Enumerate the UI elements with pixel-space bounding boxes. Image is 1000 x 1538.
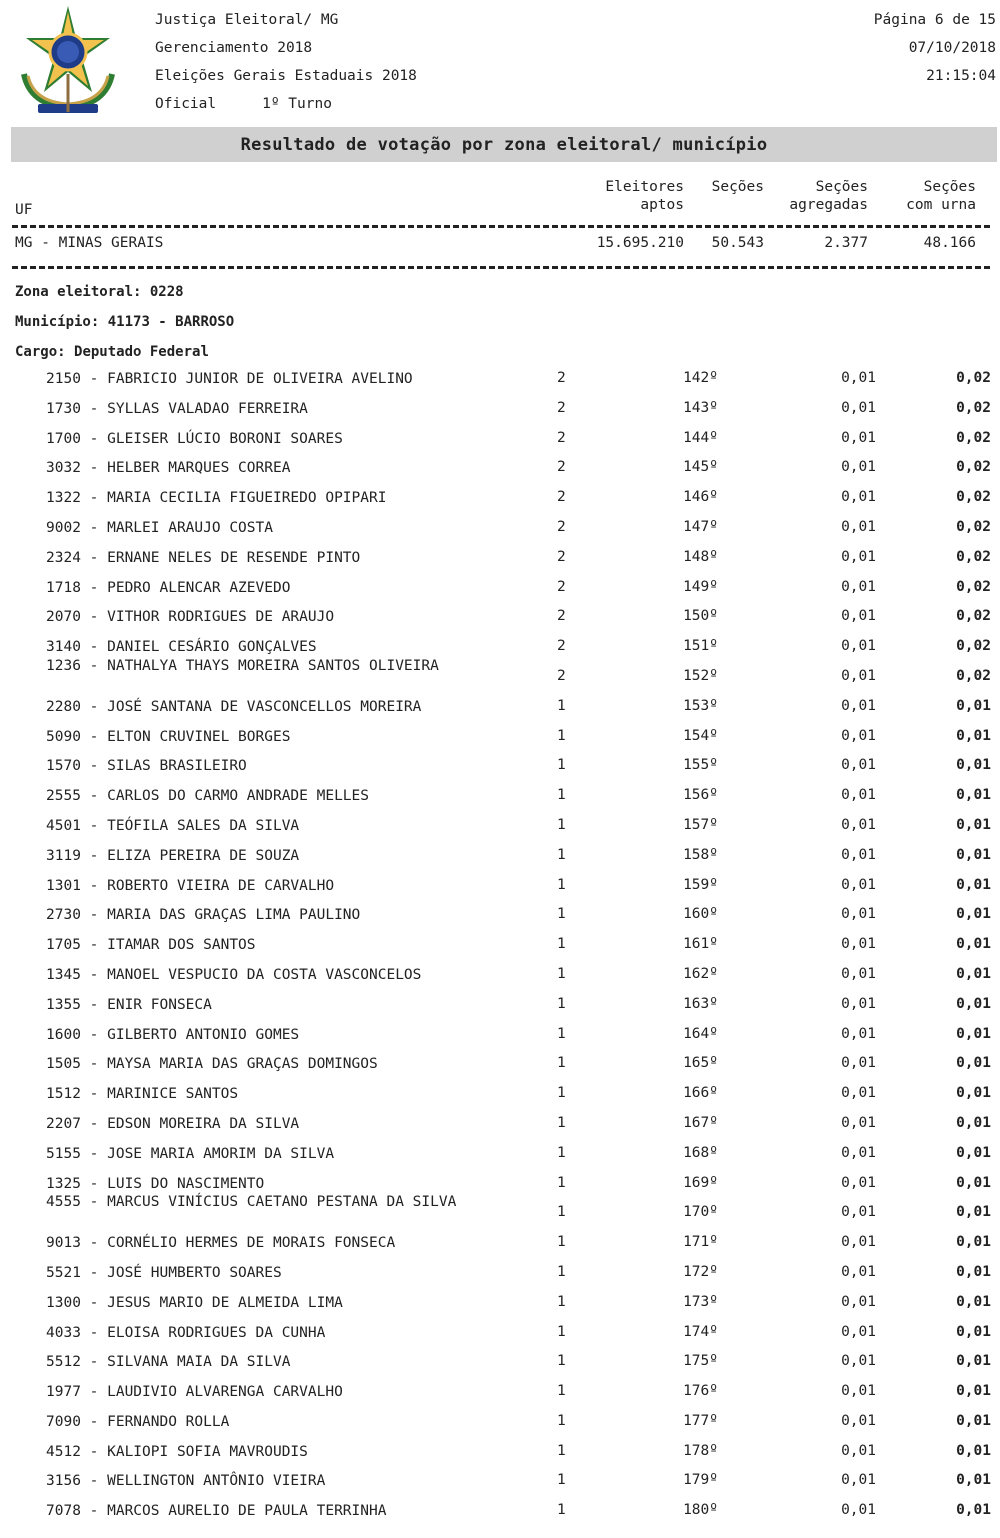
table-row [0, 932, 1000, 962]
agregadas-header-line1: Seções [815, 179, 868, 195]
table-row [0, 843, 1000, 873]
candidate-name: 1236 - NATHALYA THAYS MOREIRA SANTOS OLIVEIRA [46, 657, 439, 674]
percent-valid: 0,01 [841, 816, 876, 833]
ranking: 145º [683, 459, 718, 476]
table-row [0, 724, 1000, 754]
vote-count: 1 [557, 1502, 566, 1519]
vote-count: 2 [557, 638, 566, 655]
percent-total: 0,02 [956, 489, 991, 506]
candidate-name: 2070 - VITHOR RODRIGUES DE ARAUJO [46, 609, 335, 626]
candidate-name: 1322 - MARIA CECILIA FIGUEIREDO OPIPARI [46, 490, 387, 507]
ranking: 172º [683, 1263, 718, 1280]
candidate-name: 5521 - JOSÉ HUMBERTO SOARES [46, 1264, 282, 1281]
uf-header: UF [15, 202, 33, 218]
percent-valid: 0,01 [841, 518, 876, 535]
table-row [0, 1022, 1000, 1052]
ranking: 164º [683, 1025, 718, 1042]
ranking: 149º [683, 578, 718, 595]
candidate-name: 2150 - FABRICIO JUNIOR DE OLIVEIRA AVELINO [46, 371, 413, 387]
eleitores-header [605, 178, 684, 214]
vote-count: 2 [557, 399, 566, 416]
vote-count: 1 [557, 1263, 566, 1280]
table-row [0, 1290, 1000, 1320]
cargo-value: Deputado Federal [74, 344, 209, 360]
municipio-label: Município: [15, 314, 100, 330]
ranking: 155º [683, 757, 718, 774]
table-row [0, 962, 1000, 992]
table-row [0, 753, 1000, 783]
percent-total: 0,01 [956, 965, 991, 982]
ranking: 159º [683, 876, 718, 893]
report-title: Resultado de votação por zona eleitoral/ município [240, 134, 768, 155]
candidate-name: 5512 - SILVANA MAIA DA SILVA [46, 1354, 291, 1371]
percent-valid: 0,01 [841, 697, 876, 714]
election-name: Eleições Gerais Estaduais 2018 [155, 68, 417, 84]
ranking: 176º [683, 1383, 718, 1400]
status-label: Oficial [155, 96, 217, 112]
table-row [0, 1111, 1000, 1141]
ranking: 147º [683, 518, 718, 535]
urna-header-line2: com urna [906, 197, 976, 213]
municipio-value: 41173 - BARROSO [107, 314, 235, 330]
agregadas-value: 2.377 [824, 235, 868, 251]
percent-valid: 0,01 [841, 1085, 876, 1102]
percent-total: 0,02 [956, 370, 991, 386]
vote-count: 1 [557, 846, 566, 863]
percent-total: 0,02 [956, 518, 991, 535]
percent-total: 0,01 [956, 936, 991, 953]
table-row [0, 1498, 1000, 1528]
table-row [0, 366, 1000, 396]
vote-count: 1 [557, 787, 566, 804]
percent-total: 0,01 [956, 1353, 991, 1370]
percent-valid: 0,01 [841, 727, 876, 744]
candidate-name: 4033 - ELOISA RODRIGUES DA CUNHA [46, 1324, 326, 1341]
status-row [155, 90, 417, 118]
urna-header-line1: Seções [923, 179, 976, 195]
table-row [0, 545, 1000, 575]
percent-valid: 0,01 [841, 399, 876, 416]
percent-valid: 0,01 [841, 548, 876, 565]
candidate-name: 7078 - MARCOS AURELIO DE PAULA TERRINHA [46, 1503, 387, 1520]
candidate-name: 1325 - LUIS DO NASCIMENTO [46, 1175, 265, 1192]
ranking: 170º [683, 1204, 718, 1221]
vote-count: 1 [557, 1442, 566, 1459]
percent-total: 0,02 [956, 459, 991, 476]
coat-of-arms-icon [10, 4, 126, 120]
table-row [0, 1194, 1000, 1230]
page-number: Página 6 de 15 [873, 12, 996, 28]
percent-total: 0,02 [956, 548, 991, 565]
vote-count: 1 [557, 1085, 566, 1102]
table-row [0, 1379, 1000, 1409]
report-date: 07/10/2018 [908, 40, 996, 56]
vote-count: 1 [557, 1353, 566, 1370]
percent-total: 0,01 [956, 816, 991, 833]
ranking: 161º [683, 936, 718, 953]
percent-total: 0,01 [956, 846, 991, 863]
percent-valid: 0,01 [841, 1353, 876, 1370]
candidate-name: 2207 - EDSON MOREIRA DA SILVA [46, 1115, 300, 1132]
percent-valid: 0,01 [841, 787, 876, 804]
ranking: 179º [683, 1472, 718, 1489]
candidate-name: 1600 - GILBERTO ANTONIO GOMES [46, 1026, 300, 1043]
municipio-line [15, 314, 234, 330]
secoes-header [712, 178, 764, 196]
percent-total: 0,01 [956, 787, 991, 804]
uf-value: MG - MINAS GERAIS [15, 235, 164, 251]
ranking: 166º [683, 1085, 718, 1102]
percent-total: 0,01 [956, 1174, 991, 1191]
table-row [0, 902, 1000, 932]
percent-total: 0,01 [956, 1263, 991, 1280]
vote-count: 1 [557, 757, 566, 774]
vote-count: 1 [557, 697, 566, 714]
percent-total: 0,01 [956, 697, 991, 714]
percent-valid: 0,01 [841, 1323, 876, 1340]
candidate-name: 1505 - MAYSA MARIA DAS GRAÇAS DOMINGOS [46, 1056, 378, 1073]
table-row [0, 1141, 1000, 1171]
ranking: 173º [683, 1293, 718, 1310]
candidate-name: 1345 - MANOEL VESPUCIO DA COSTA VASCONCELOS [46, 966, 422, 983]
table-row [0, 515, 1000, 545]
candidate-name: 4501 - TEÓFILA SALES DA SILVA [46, 817, 300, 834]
percent-total: 0,01 [956, 995, 991, 1012]
ranking: 177º [683, 1412, 718, 1429]
percent-total: 0,01 [956, 876, 991, 893]
candidate-name: 5155 - JOSE MARIA AMORIM DA SILVA [46, 1145, 335, 1162]
table-row [0, 1468, 1000, 1498]
ranking: 171º [683, 1234, 718, 1251]
ranking: 153º [683, 697, 718, 714]
ranking: 151º [683, 638, 718, 655]
table-row [0, 1439, 1000, 1469]
percent-total: 0,02 [956, 608, 991, 625]
round-label: 1º Turno [262, 96, 332, 112]
percent-valid: 0,01 [841, 757, 876, 774]
percent-total: 0,01 [956, 1085, 991, 1102]
percent-total: 0,01 [956, 1472, 991, 1489]
eleitores-value: 15.695.210 [596, 235, 684, 251]
ranking: 174º [683, 1323, 718, 1340]
ranking: 178º [683, 1442, 718, 1459]
ranking: 162º [683, 965, 718, 982]
candidate-name: 2280 - JOSÉ SANTANA DE VASCONCELLOS MOREIRA [46, 698, 422, 715]
percent-total: 0,01 [956, 1144, 991, 1161]
vote-count: 2 [557, 667, 566, 684]
percent-total: 0,01 [956, 1383, 991, 1400]
table-row [0, 426, 1000, 456]
report-header [0, 0, 1000, 125]
percent-valid: 0,01 [841, 1412, 876, 1429]
vote-count: 2 [557, 370, 566, 386]
ranking: 168º [683, 1144, 718, 1161]
divider [12, 225, 990, 228]
percent-total: 0,01 [956, 1323, 991, 1340]
ranking: 167º [683, 1114, 718, 1131]
table-row [0, 694, 1000, 724]
table-row [0, 992, 1000, 1022]
percent-valid: 0,01 [841, 608, 876, 625]
percent-valid: 0,01 [841, 1174, 876, 1191]
vote-count: 2 [557, 489, 566, 506]
ranking: 180º [683, 1502, 718, 1519]
percent-valid: 0,01 [841, 578, 876, 595]
ranking: 165º [683, 1055, 718, 1072]
ranking: 148º [683, 548, 718, 565]
ranking: 142º [683, 370, 718, 386]
cargo-line [15, 344, 209, 360]
vote-count: 1 [557, 1204, 566, 1221]
secoes-header-line1: Seções [711, 179, 764, 195]
table-row [0, 1081, 1000, 1111]
percent-valid: 0,01 [841, 1055, 876, 1072]
percent-valid: 0,01 [841, 1025, 876, 1042]
percent-total: 0,01 [956, 1114, 991, 1131]
percent-valid: 0,01 [841, 995, 876, 1012]
candidate-name: 1705 - ITAMAR DOS SANTOS [46, 937, 256, 954]
ranking: 157º [683, 816, 718, 833]
percent-valid: 0,01 [841, 1144, 876, 1161]
percent-valid: 0,01 [841, 370, 876, 386]
percent-total: 0,01 [956, 1412, 991, 1429]
percent-valid: 0,01 [841, 965, 876, 982]
cargo-label: Cargo: [15, 344, 66, 360]
percent-total: 0,02 [956, 578, 991, 595]
ranking: 154º [683, 727, 718, 744]
agregadas-header-line2: agregadas [789, 197, 868, 213]
percent-valid: 0,01 [841, 936, 876, 953]
percent-valid: 0,01 [841, 846, 876, 863]
percent-valid: 0,01 [841, 429, 876, 446]
percent-total: 0,02 [956, 399, 991, 416]
candidate-name: 1700 - GLEISER LÚCIO BORONI SOARES [46, 430, 343, 447]
percent-total: 0,01 [956, 1502, 991, 1519]
percent-total: 0,01 [956, 1055, 991, 1072]
candidate-name: 4555 - MARCUS VINÍCIUS CAETANO PESTANA DA SILVA [46, 1194, 457, 1211]
table-row [0, 1230, 1000, 1260]
vote-count: 2 [557, 548, 566, 565]
report-time: 21:15:04 [926, 68, 996, 84]
vote-count: 1 [557, 1114, 566, 1131]
table-row [0, 455, 1000, 485]
table-row [0, 1409, 1000, 1439]
candidate-name: 1301 - ROBERTO VIEIRA DE CARVALHO [46, 877, 335, 894]
agregadas-header [789, 178, 868, 214]
percent-total: 0,01 [956, 1293, 991, 1310]
candidate-name: 3032 - HELBER MARQUES CORREA [46, 460, 291, 477]
org-name: Justiça Eleitoral/ MG [155, 12, 339, 28]
urna-header [906, 178, 976, 214]
percent-valid: 0,01 [841, 1204, 876, 1221]
vote-count: 1 [557, 876, 566, 893]
urna-value: 48.166 [923, 235, 976, 251]
vote-count: 1 [557, 1472, 566, 1489]
candidate-name: 5090 - ELTON CRUVINEL BORGES [46, 728, 291, 745]
vote-count: 1 [557, 1144, 566, 1161]
candidate-name: 3140 - DANIEL CESÁRIO GONÇALVES [46, 639, 317, 656]
percent-total: 0,01 [956, 1025, 991, 1042]
vote-count: 1 [557, 727, 566, 744]
table-row [0, 1320, 1000, 1350]
percent-total: 0,02 [956, 667, 991, 684]
candidate-name: 4512 - KALIOPI SOFIA MAVROUDIS [46, 1443, 308, 1460]
candidate-name: 9013 - CORNÉLIO HERMES DE MORAIS FONSECA [46, 1235, 396, 1252]
eleitores-header-line1: Eleitores [605, 179, 684, 195]
vote-count: 2 [557, 578, 566, 595]
vote-count: 1 [557, 995, 566, 1012]
percent-total: 0,01 [956, 1442, 991, 1459]
vote-count: 1 [557, 1412, 566, 1429]
percent-valid: 0,01 [841, 1293, 876, 1310]
candidate-table [0, 366, 1000, 1528]
vote-count: 2 [557, 429, 566, 446]
candidate-name: 2730 - MARIA DAS GRAÇAS LIMA PAULINO [46, 907, 361, 924]
percent-valid: 0,01 [841, 876, 876, 893]
report-title-bar [11, 127, 997, 162]
vote-count: 1 [557, 1055, 566, 1072]
table-row [0, 1260, 1000, 1290]
vote-count: 1 [557, 1234, 566, 1251]
vote-count: 1 [557, 1025, 566, 1042]
candidate-name: 9002 - MARLEI ARAUJO COSTA [46, 519, 273, 536]
divider [12, 266, 990, 269]
table-row [0, 396, 1000, 426]
percent-total: 0,01 [956, 1204, 991, 1221]
table-row [0, 1349, 1000, 1379]
candidate-name: 7090 - FERNANDO ROLLA [46, 1413, 230, 1430]
ranking: 146º [683, 489, 718, 506]
percent-total: 0,01 [956, 757, 991, 774]
candidate-name: 1977 - LAUDIVIO ALVARENGA CARVALHO [46, 1384, 343, 1401]
ranking: 150º [683, 608, 718, 625]
system-name: Gerenciamento 2018 [155, 40, 313, 56]
percent-total: 0,02 [956, 638, 991, 655]
table-row [0, 1051, 1000, 1081]
percent-valid: 0,01 [841, 1234, 876, 1251]
table-row [0, 485, 1000, 515]
vote-count: 2 [557, 459, 566, 476]
summary-header [0, 178, 1000, 222]
percent-total: 0,01 [956, 1234, 991, 1251]
vote-count: 1 [557, 965, 566, 982]
vote-count: 1 [557, 1383, 566, 1400]
eleitores-header-line2: aptos [640, 197, 684, 213]
candidate-name: 1718 - PEDRO ALENCAR AZEVEDO [46, 579, 291, 596]
percent-valid: 0,01 [841, 489, 876, 506]
vote-count: 1 [557, 1323, 566, 1340]
percent-valid: 0,01 [841, 1383, 876, 1400]
summary-row [0, 235, 1000, 255]
percent-valid: 0,01 [841, 459, 876, 476]
vote-count: 1 [557, 936, 566, 953]
ranking: 160º [683, 906, 718, 923]
percent-total: 0,01 [956, 906, 991, 923]
candidate-name: 2555 - CARLOS DO CARMO ANDRADE MELLES [46, 788, 370, 805]
table-row [0, 575, 1000, 605]
candidate-name: 1355 - ENIR FONSECA [46, 996, 212, 1013]
candidate-name: 3119 - ELIZA PEREIRA DE SOUZA [46, 847, 300, 864]
secoes-value: 50.543 [711, 235, 764, 251]
candidate-name: 3156 - WELLINGTON ANTÔNIO VIEIRA [46, 1473, 326, 1490]
candidate-name: 1570 - SILAS BRASILEIRO [46, 758, 247, 775]
ranking: 143º [683, 399, 718, 416]
table-row [0, 604, 1000, 634]
vote-count: 2 [557, 608, 566, 625]
zona-value: 0228 [149, 284, 184, 300]
percent-valid: 0,01 [841, 1263, 876, 1280]
percent-valid: 0,01 [841, 906, 876, 923]
candidate-name: 1730 - SYLLAS VALADAO FERREIRA [46, 400, 308, 417]
table-row [0, 813, 1000, 843]
percent-total: 0,01 [956, 727, 991, 744]
candidate-name: 1300 - JESUS MARIO DE ALMEIDA LIMA [46, 1294, 343, 1311]
ranking: 169º [683, 1174, 718, 1191]
vote-count: 1 [557, 906, 566, 923]
ranking: 152º [683, 667, 718, 684]
percent-valid: 0,01 [841, 667, 876, 684]
zona-label: Zona eleitoral: [15, 284, 142, 300]
zona-line [15, 284, 184, 300]
percent-total: 0,02 [956, 429, 991, 446]
ranking: 158º [683, 846, 718, 863]
ranking: 175º [683, 1353, 718, 1370]
table-row [0, 873, 1000, 903]
percent-valid: 0,01 [841, 1472, 876, 1489]
percent-valid: 0,01 [841, 638, 876, 655]
ranking: 163º [683, 995, 718, 1012]
percent-valid: 0,01 [841, 1502, 876, 1519]
candidate-name: 1512 - MARINICE SANTOS [46, 1086, 239, 1103]
candidate-name: 2324 - ERNANE NELES DE RESENDE PINTO [46, 549, 361, 566]
table-row [0, 783, 1000, 813]
vote-count: 1 [557, 816, 566, 833]
ranking: 156º [683, 787, 718, 804]
table-row [0, 657, 1000, 694]
percent-valid: 0,01 [841, 1114, 876, 1131]
percent-valid: 0,01 [841, 1442, 876, 1459]
vote-count: 2 [557, 518, 566, 535]
ranking: 144º [683, 429, 718, 446]
vote-count: 1 [557, 1293, 566, 1310]
vote-count: 1 [557, 1174, 566, 1191]
